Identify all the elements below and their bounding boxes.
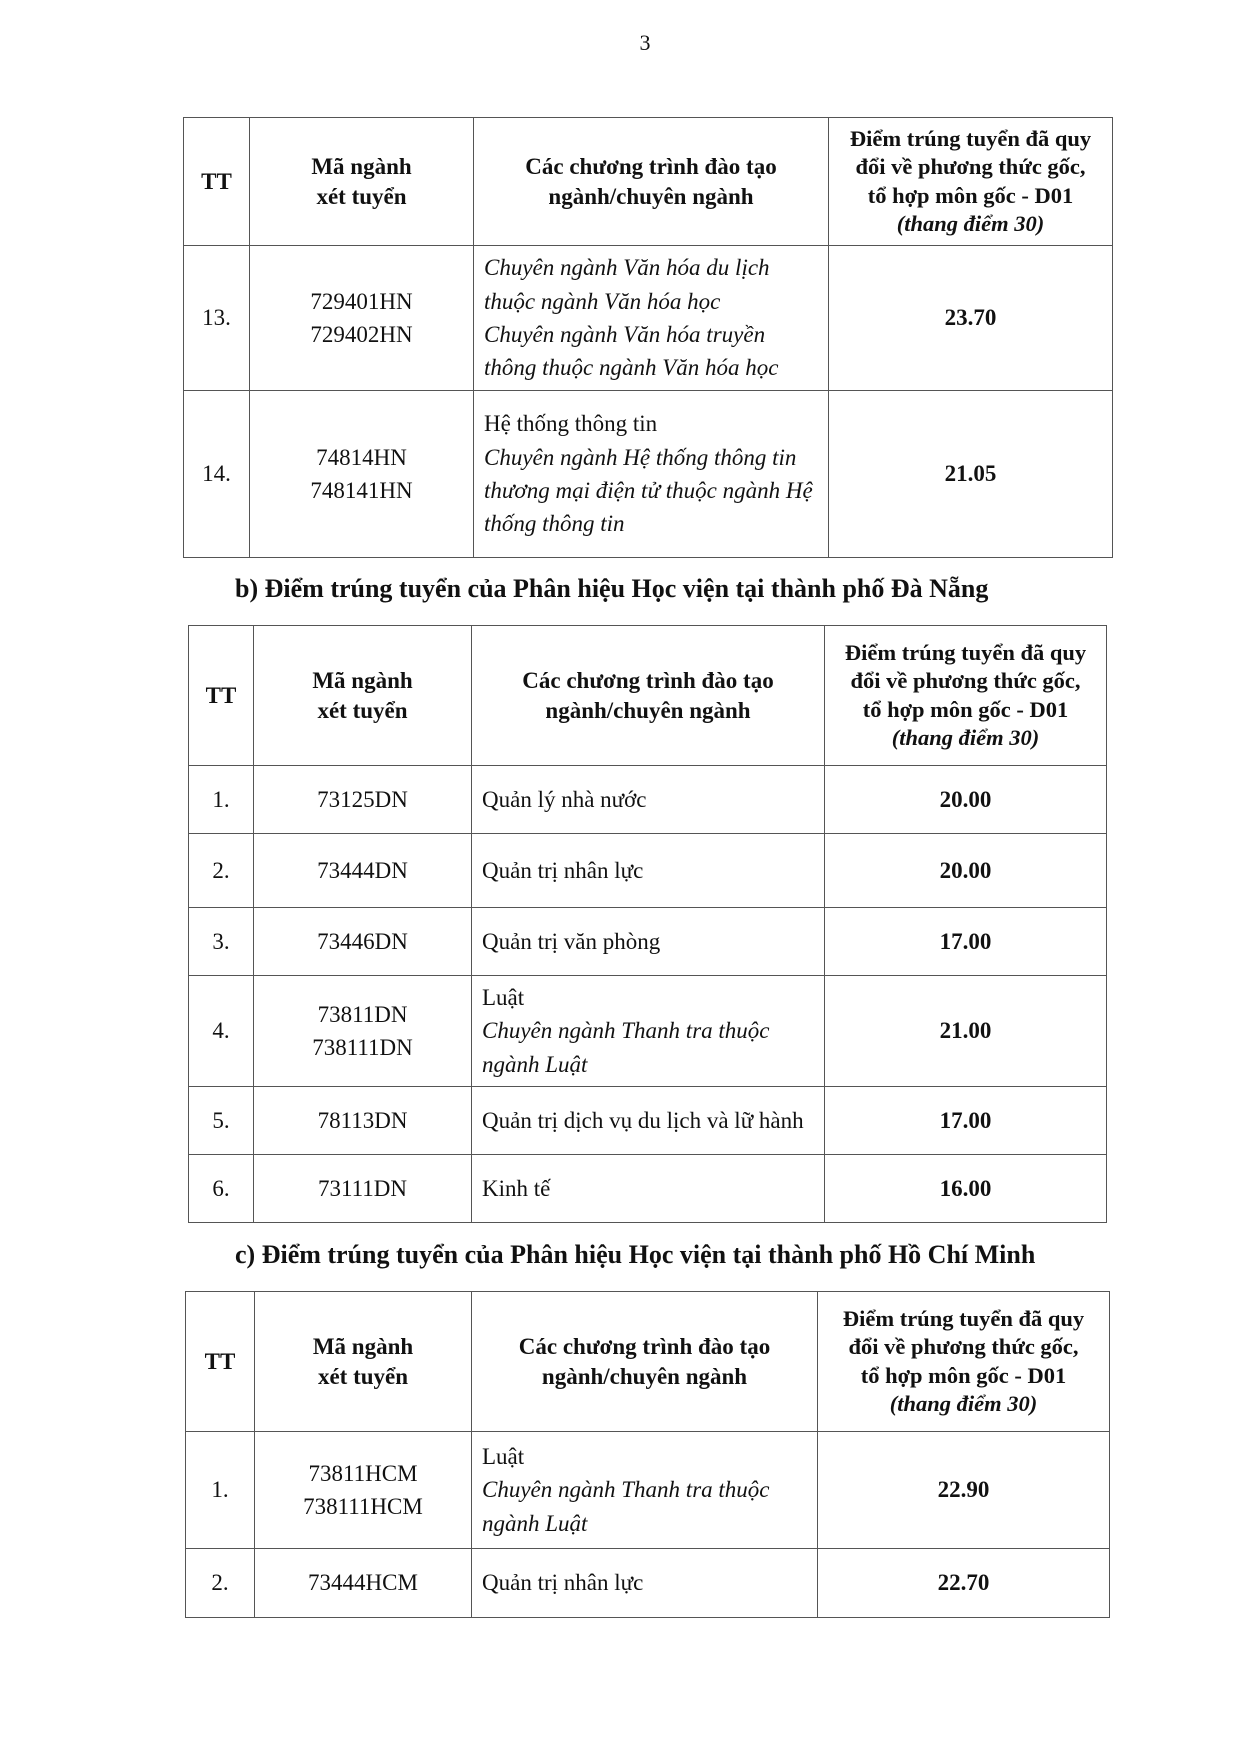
header-code: Mã ngành xét tuyển <box>255 1292 472 1432</box>
admission-code <box>255 1549 472 1618</box>
admission-code-value: 73811DN <box>317 1001 408 1027</box>
admission-code <box>254 976 472 1087</box>
header-program: Các chương trình đào tạo ngành/chuyên ngành <box>474 118 829 246</box>
major-name: Quản trị nhân lực <box>482 1570 644 1596</box>
program-name <box>472 834 825 908</box>
row-number: 2. <box>186 1549 255 1618</box>
major-name: Quản trị văn phòng <box>482 928 661 954</box>
specialization-name: Chuyên ngành Thanh tra thuộc ngành Luật <box>482 1018 770 1077</box>
table-row <box>189 834 1107 908</box>
header-tt: TT <box>184 118 250 246</box>
major-name: Quản trị dịch vụ du lịch và lữ hành <box>482 1107 804 1133</box>
admission-code <box>250 391 474 558</box>
admission-table-hanoi <box>183 117 1113 558</box>
admission-code-value: 73444DN <box>317 857 408 883</box>
table-row <box>189 976 1107 1087</box>
major-name: Hệ thống thông tin <box>484 411 658 437</box>
admission-table-hcm <box>185 1291 1110 1618</box>
program-name <box>472 1087 825 1155</box>
header-program: Các chương trình đào tạo ngành/chuyên ngành <box>472 1292 818 1432</box>
header-tt: TT <box>189 626 254 766</box>
admission-code-value: 73111DN <box>317 1175 407 1201</box>
table-body <box>184 246 1113 558</box>
program-name <box>472 1432 818 1549</box>
major-name: Kinh tế <box>482 1175 551 1201</box>
program-name <box>474 391 829 558</box>
admission-score: 23.70 <box>829 246 1113 391</box>
table-row <box>189 908 1107 976</box>
table-row <box>189 766 1107 834</box>
table-header-row <box>186 1292 1110 1432</box>
admission-code <box>254 766 472 834</box>
admission-score: 17.00 <box>825 1087 1107 1155</box>
admission-score: 16.00 <box>825 1155 1107 1223</box>
admission-code-value: 74814HN <box>316 444 407 470</box>
admission-score: 22.70 <box>818 1549 1110 1618</box>
table-row <box>184 246 1113 391</box>
header-code: Mã ngành xét tuyển <box>250 118 474 246</box>
admission-code-value: 738111DN <box>312 1035 413 1060</box>
admission-code-value: 748141HN <box>310 478 413 503</box>
program-name <box>474 246 829 391</box>
table-row <box>186 1549 1110 1618</box>
admission-score: 20.00 <box>825 766 1107 834</box>
admission-code-value: 729402HN <box>310 322 413 347</box>
major-name: Luật <box>482 1443 525 1469</box>
page-number: 3 <box>639 30 651 55</box>
admission-code <box>250 246 474 391</box>
header-code: Mã ngành xét tuyển <box>254 626 472 766</box>
admission-code <box>254 1155 472 1223</box>
admission-code-value: 73125DN <box>317 786 408 812</box>
program-name <box>472 976 825 1087</box>
header-tt: TT <box>186 1292 255 1432</box>
table-body <box>186 1432 1110 1618</box>
major-name: Quản trị nhân lực <box>482 857 644 883</box>
admission-score: 20.00 <box>825 834 1107 908</box>
table-row <box>189 1155 1107 1223</box>
admission-code-value: 73811HCM <box>308 1460 418 1486</box>
program-name <box>472 1155 825 1223</box>
section-title-hcm: c) Điểm trúng tuyển của Phân hiệu Học viện tại thành phố Hồ Chí Minh <box>235 1240 1036 1269</box>
table-body <box>189 766 1107 1223</box>
header-program: Các chương trình đào tạo ngành/chuyên ngành <box>472 626 825 766</box>
table-row <box>189 1087 1107 1155</box>
admission-code-value: 738111HCM <box>303 1494 423 1519</box>
admission-score: 21.00 <box>825 976 1107 1087</box>
table-header-row <box>184 118 1113 246</box>
row-number: 3. <box>189 908 254 976</box>
section-title-danang: b) Điểm trúng tuyển của Phân hiệu Học viện tại thành phố Đà Nẵng <box>235 574 989 603</box>
program-name <box>472 1549 818 1618</box>
major-name: Quản lý nhà nước <box>482 786 647 812</box>
header-score: Điểm trúng tuyển đã quy đổi về phương thức gốc, tổ hợp môn gốc - D01 (thang điểm 30) <box>818 1292 1110 1432</box>
row-number: 4. <box>189 976 254 1087</box>
specialization-name: Chuyên ngành Thanh tra thuộc ngành Luật <box>482 1477 770 1536</box>
major-name: Luật <box>482 984 525 1010</box>
row-number: 1. <box>189 766 254 834</box>
admission-score: 22.90 <box>818 1432 1110 1549</box>
admission-code <box>254 908 472 976</box>
row-number: 2. <box>189 834 254 908</box>
row-number: 5. <box>189 1087 254 1155</box>
admission-score: 21.05 <box>829 391 1113 558</box>
header-score: Điểm trúng tuyển đã quy đổi về phương thức gốc, tổ hợp môn gốc - D01 (thang điểm 30) <box>829 118 1113 246</box>
row-number: 1. <box>186 1432 255 1549</box>
table-row <box>186 1432 1110 1549</box>
admission-code-value: 73444HCM <box>308 1570 418 1596</box>
admission-code-value: 729401HN <box>310 288 413 314</box>
program-name <box>472 766 825 834</box>
admission-table-danang <box>188 625 1107 1223</box>
admission-code <box>255 1432 472 1549</box>
admission-code-value: 73446DN <box>317 928 408 954</box>
row-number: 14. <box>184 391 250 558</box>
program-name <box>472 908 825 976</box>
row-number: 13. <box>184 246 250 391</box>
header-score: Điểm trúng tuyển đã quy đổi về phương thức gốc, tổ hợp môn gốc - D01 (thang điểm 30) <box>825 626 1107 766</box>
specialization-name: Chuyên ngành Văn hóa truyền thông thuộc ngành Văn hóa học <box>484 322 779 381</box>
admission-code <box>254 834 472 908</box>
specialization-name: Chuyên ngành Văn hóa du lịch thuộc ngành Văn hóa học <box>484 255 770 314</box>
admission-code <box>254 1087 472 1155</box>
admission-code-value: 78113DN <box>317 1107 408 1133</box>
admission-score: 17.00 <box>825 908 1107 976</box>
specialization-name: Chuyên ngành Hệ thống thông tin thương mại điện tử thuộc ngành Hệ thống thông tin <box>484 444 813 537</box>
table-header-row <box>189 626 1107 766</box>
row-number: 6. <box>189 1155 254 1223</box>
table-row <box>184 391 1113 558</box>
